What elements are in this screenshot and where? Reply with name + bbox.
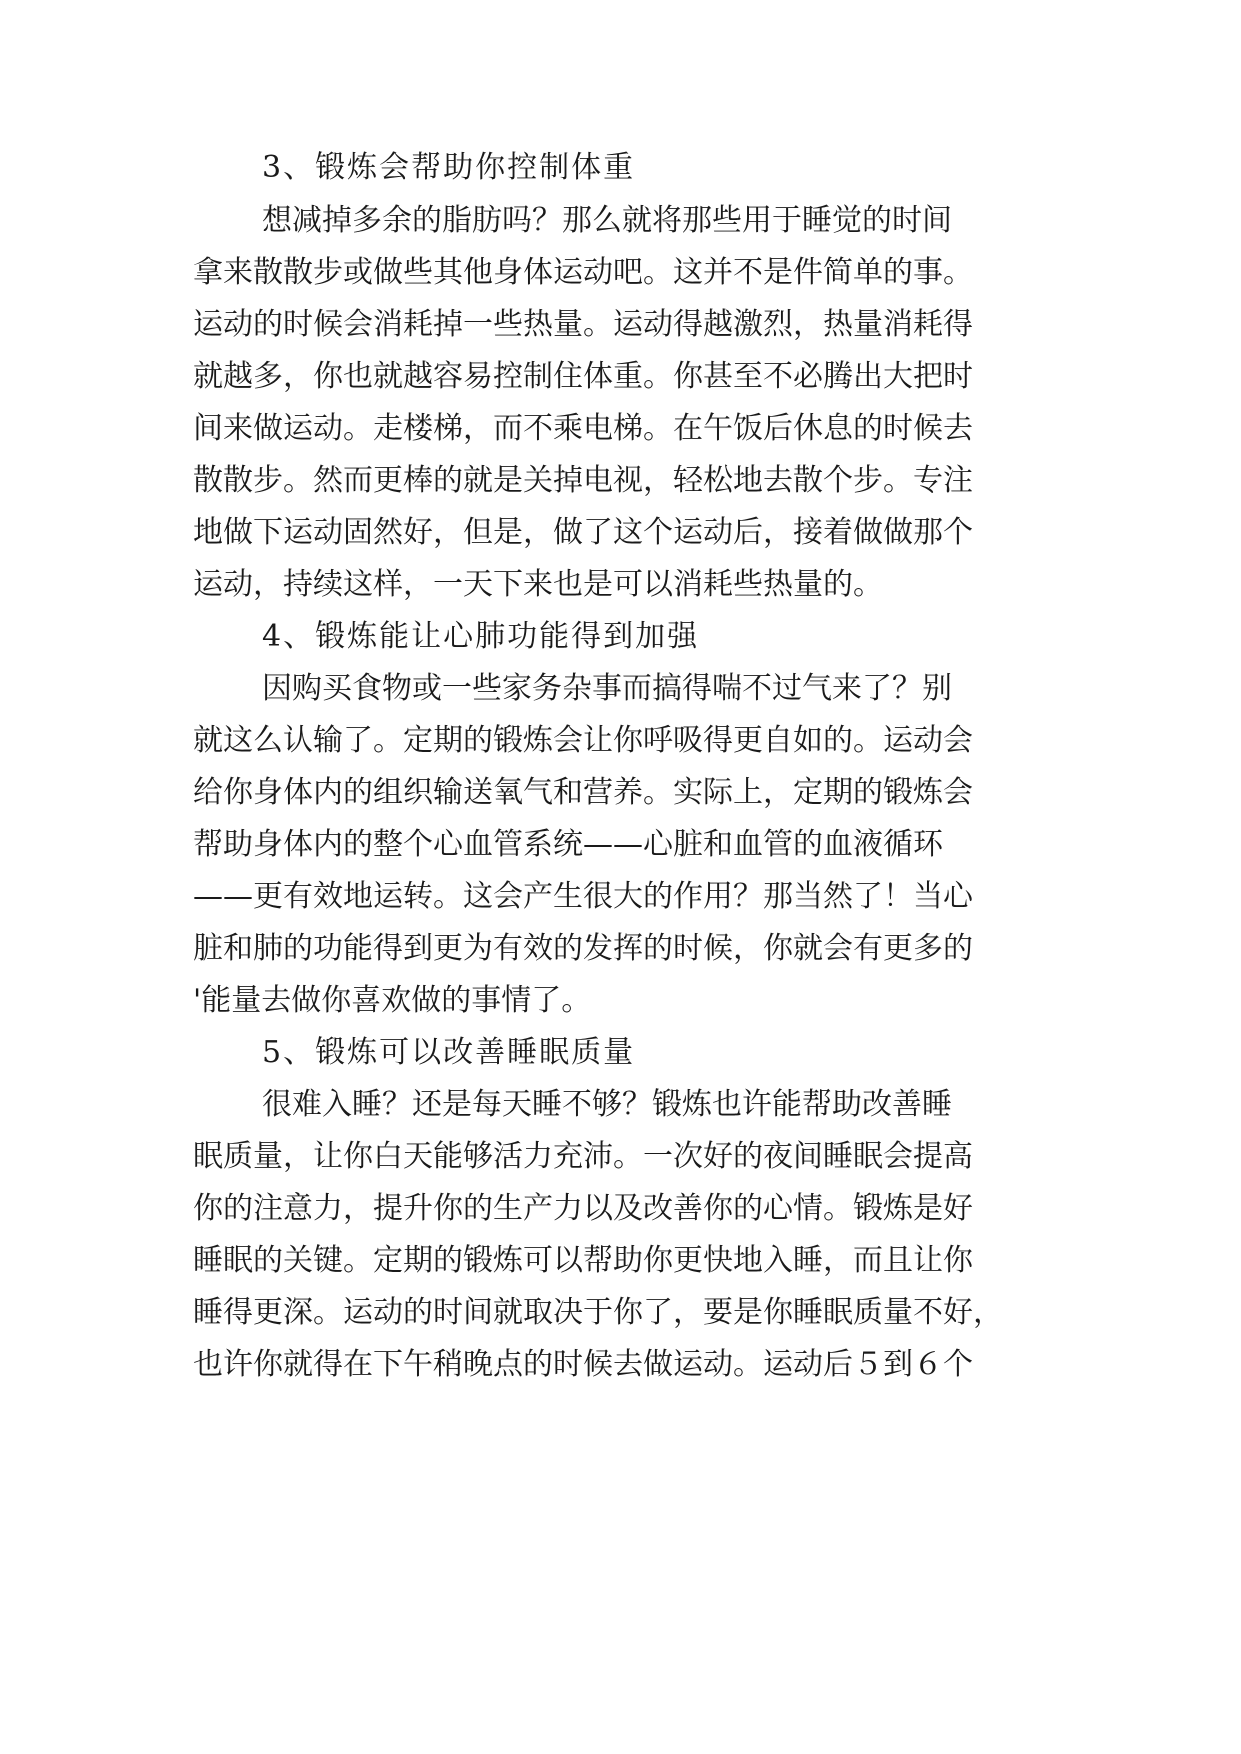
paragraph-line: 你的注意力，提升你的生产力以及改善你的心情。锻炼是好 xyxy=(193,1191,973,1226)
paragraph-line: 帮助身体内的整个心血管系统——心脏和血管的血液循环 xyxy=(193,827,943,862)
section-heading-4: 4、锻炼能让心肺功能得到加强 xyxy=(262,619,700,654)
paragraph-line: 运动，持续这样，一天下来也是可以消耗些热量的。 xyxy=(193,567,883,602)
paragraph-line: 眠质量，让你白天能够活力充沛。一次好的夜间睡眠会提高 xyxy=(193,1139,973,1174)
paragraph-line: 脏和肺的功能得到更为有效的发挥的时候，你就会有更多的 xyxy=(193,931,973,966)
paragraph-line: 运动的时候会消耗掉一些热量。运动得越激烈，热量消耗得 xyxy=(193,307,973,342)
paragraph-line: 就越多，你也就越容易控制住体重。你甚至不必腾出大把时 xyxy=(193,359,973,394)
section-heading-3: 3、锻炼会帮助你控制体重 xyxy=(262,150,636,185)
paragraph-line: 拿来散散步或做些其他身体运动吧。这并不是件简单的事。 xyxy=(193,255,973,290)
paragraph-line: ——更有效地运转。这会产生很大的作用？那当然了！当心 xyxy=(193,879,973,914)
section-heading-5: 5、锻炼可以改善睡眠质量 xyxy=(262,1035,636,1070)
paragraph-line: 想减掉多余的脂肪吗？那么就将那些用于睡觉的时间 xyxy=(262,203,952,238)
paragraph-line: 睡得更深。运动的时间就取决于你了，要是你睡眠质量不好， xyxy=(193,1295,1003,1330)
paragraph-line: 散散步。然而更棒的就是关掉电视，轻松地去散个步。专注 xyxy=(193,463,973,498)
paragraph-line: 因购买食物或一些家务杂事而搞得喘不过气来了？别 xyxy=(262,671,952,706)
paragraph-line: 地做下运动固然好，但是，做了这个运动后，接着做做那个 xyxy=(193,515,973,550)
paragraph-line: 就这么认输了。定期的锻炼会让你呼吸得更自如的。运动会 xyxy=(193,723,973,758)
paragraph-line: 给你身体内的组织输送氧气和营养。实际上，定期的锻炼会 xyxy=(193,775,973,810)
paragraph-line: '能量去做你喜欢做的事情了。 xyxy=(193,983,592,1018)
paragraph-line: 很难入睡？还是每天睡不够？锻炼也许能帮助改善睡 xyxy=(262,1087,952,1122)
paragraph-line: 也许你就得在下午稍晚点的时候去做运动。运动后５到６个 xyxy=(193,1347,973,1382)
paragraph-line: 间来做运动。走楼梯，而不乘电梯。在午饭后休息的时候去 xyxy=(193,411,973,446)
paragraph-line: 睡眠的关键。定期的锻炼可以帮助你更快地入睡，而且让你 xyxy=(193,1243,973,1278)
